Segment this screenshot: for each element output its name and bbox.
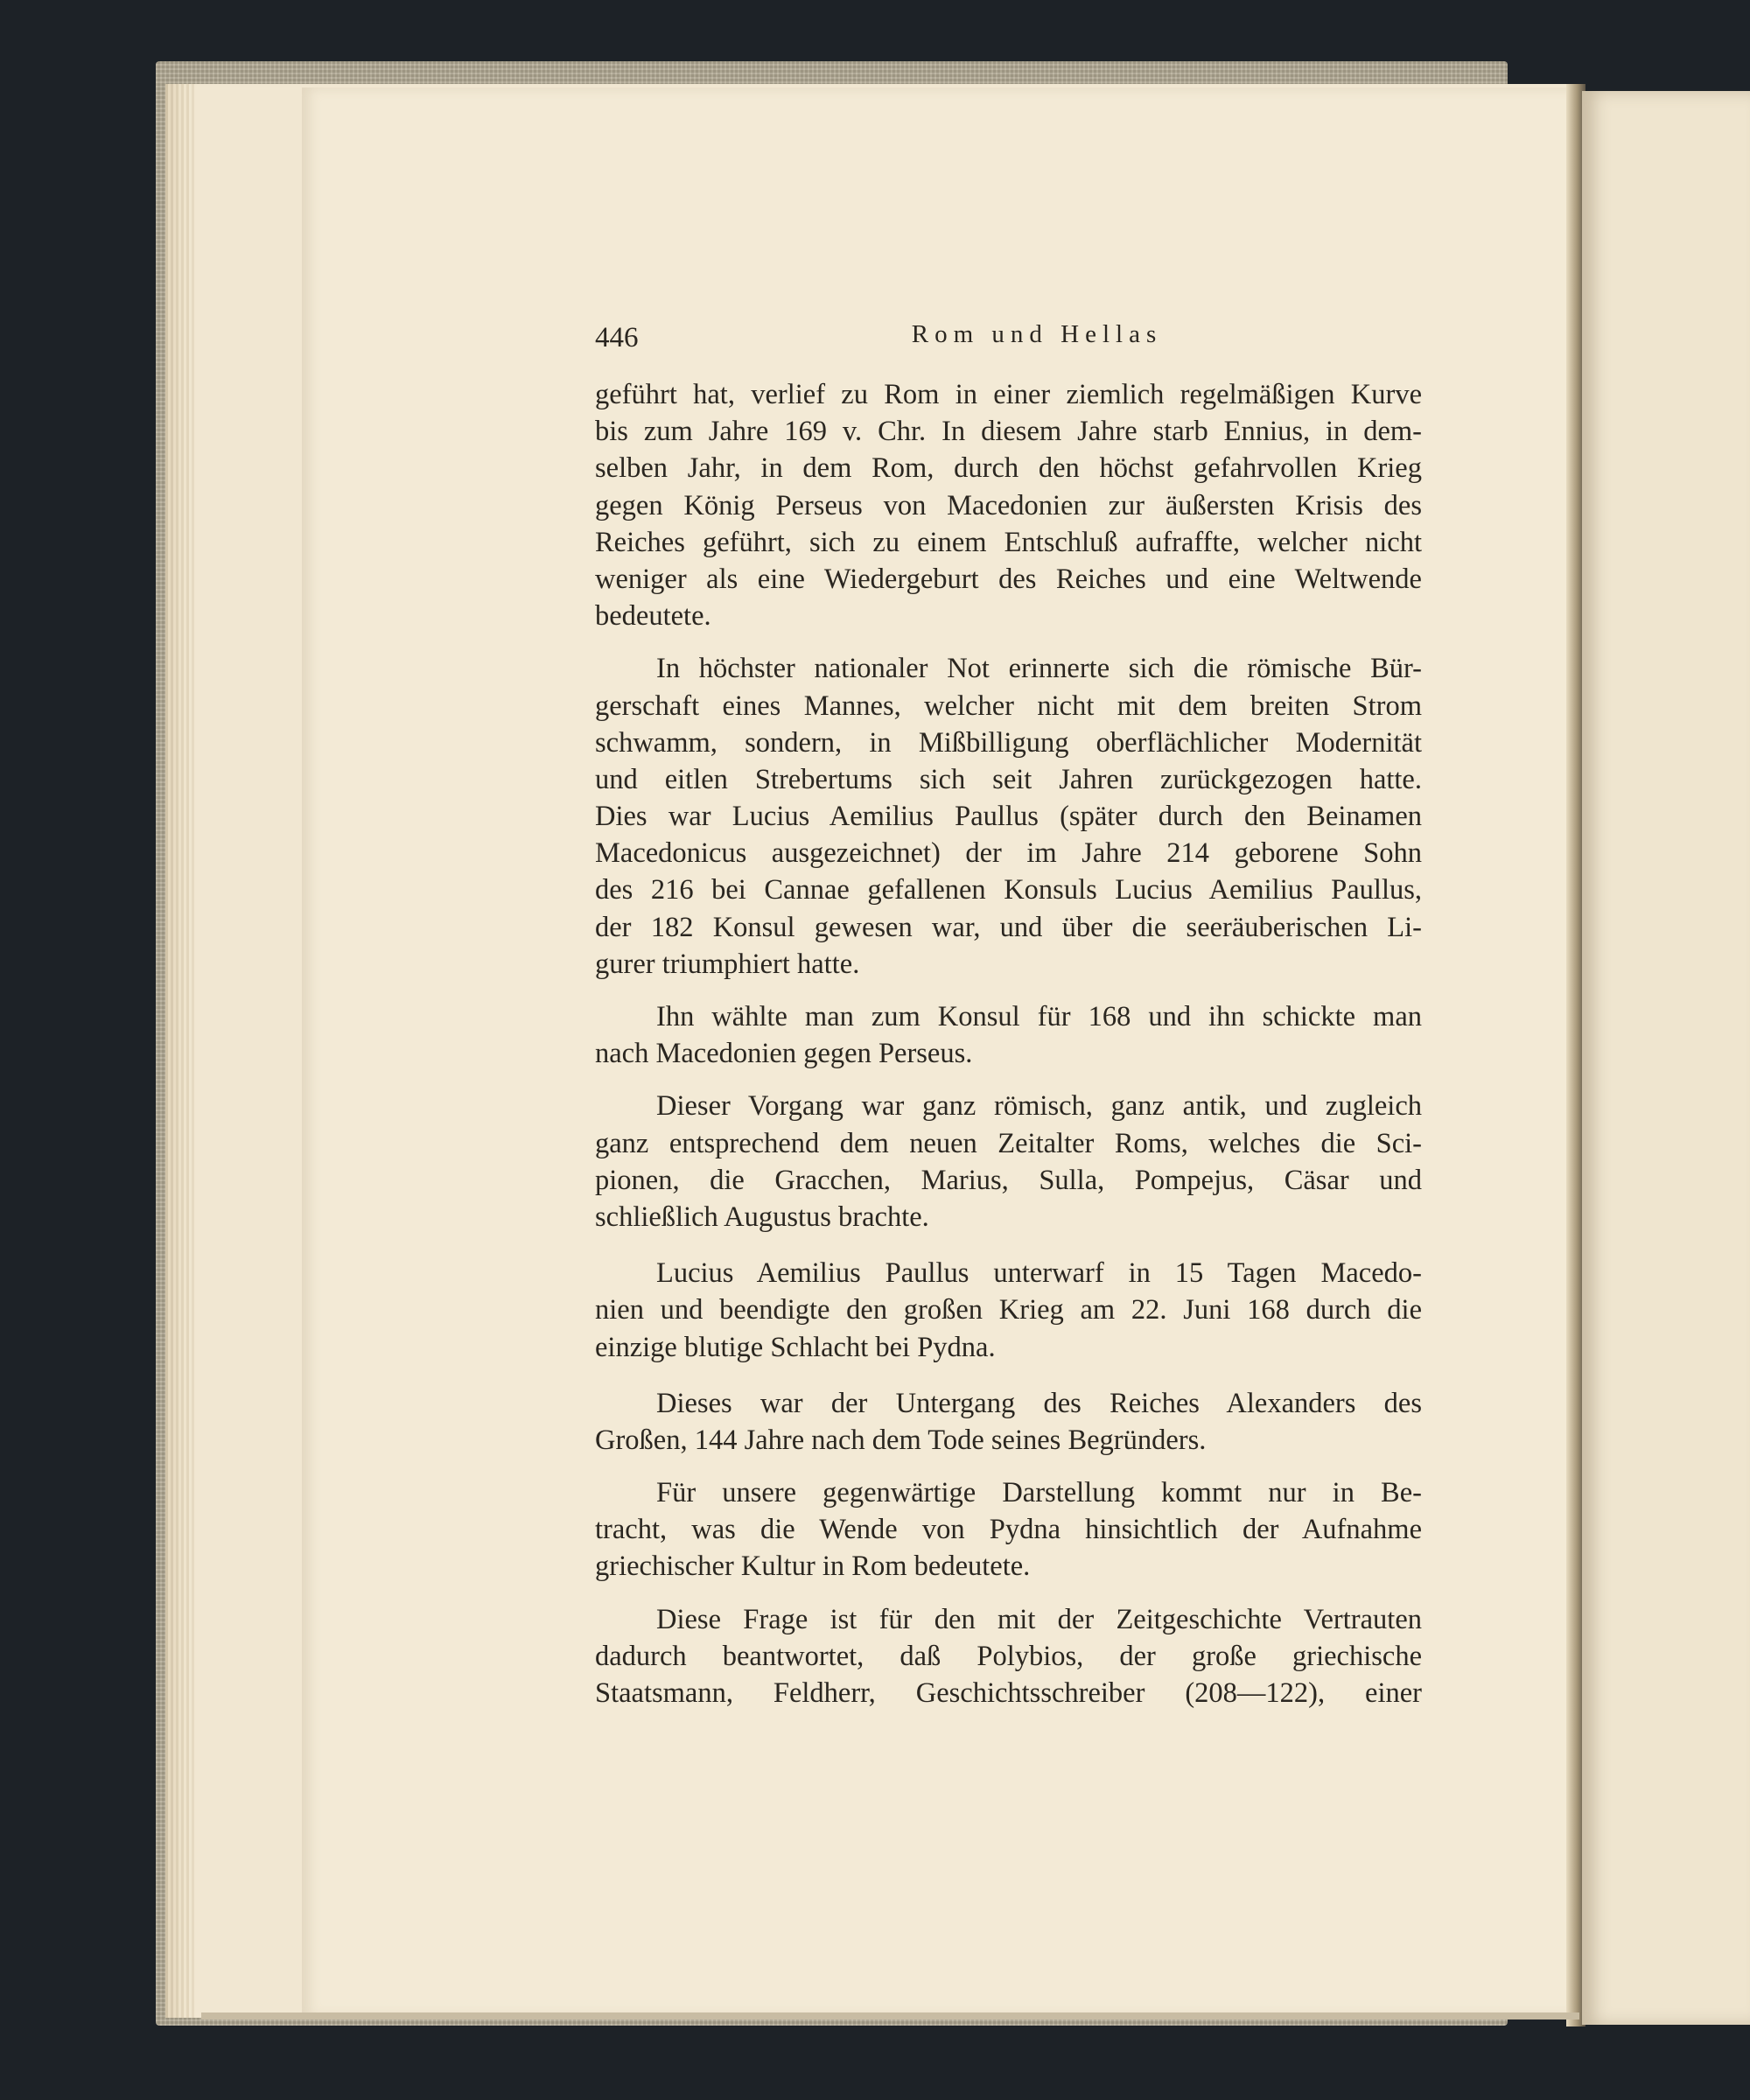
text-line: Staatsmann, Feldherr, Geschichtsschreiber (208—122), einer [595, 1677, 1422, 1709]
text-line: schwamm, sondern, in Mißbilligung oberflächlicher Modernität [595, 726, 1422, 759]
page-header [595, 320, 1435, 373]
text-line: und eitlen Strebertums sich seit Jahren zurückgezogen hatte. [595, 763, 1422, 795]
text-line: Großen, 144 Jahre nach dem Tode seines Begründers. [595, 1424, 1207, 1456]
paragraph-gap [595, 1586, 1422, 1601]
text-line: gegen König Perseus von Macedonien zur äußersten Krisis des [595, 489, 1422, 522]
text-line: nach Macedonien gegen Perseus. [595, 1038, 973, 1070]
text-line: Ihn wählte man zum Konsul für 168 und ihn schickte man [656, 1001, 1422, 1032]
facing-page-edge [1582, 91, 1750, 2025]
text-line: Für unsere gegenwärtige Darstellung kommt nur in Be- [656, 1477, 1422, 1509]
text-line: weniger als eine Wiedergeburt des Reiches und eine Weltwende [595, 563, 1422, 595]
text-line: Dieses war der Untergang des Reiches Alexanders des [656, 1387, 1422, 1419]
paragraph-gap [595, 1072, 1422, 1088]
paragraph-gap [595, 1459, 1422, 1474]
page-bottom-edge [201, 2012, 1579, 2020]
text-line: bedeutete. [595, 600, 711, 633]
text-line: schließlich Augustus brachte. [595, 1200, 929, 1233]
text-line: Reiches geführt, sich zu einem Entschluß aufraffte, welcher nicht [595, 526, 1422, 558]
text-line: Macedonicus ausgezeichnet) der im Jahre 214 geborene Sohn [595, 837, 1422, 870]
text-line: dadurch beantwortet, daß Polybios, der große griechische [595, 1640, 1422, 1672]
text-line: ganz entsprechend dem neuen Zeitalter Roms, welches die Sci- [595, 1127, 1422, 1159]
text-line: gerschaft eines Mannes, welcher nicht mit dem breiten Strom [595, 690, 1422, 722]
text-line: Diese Frage ist für den mit der Zeitgeschichte Vertrauten [656, 1603, 1422, 1635]
text-line: der 182 Konsul gewesen war, und über die seeräuberischen Li- [595, 911, 1422, 943]
text-line: bis zum Jahre 169 v. Chr. In diesem Jahre starb Ennius, in dem- [595, 416, 1422, 448]
text-line: nien und beendigte den großen Krieg am 22. Juni 168 durch die [595, 1294, 1422, 1326]
paragraph-gap [595, 1236, 1422, 1255]
text-line: Lucius Aemilius Paullus unterwarf in 15 Tagen Macedo- [656, 1257, 1422, 1290]
body-text [595, 376, 1422, 1712]
page-number: 446 [595, 322, 639, 354]
text-line: des 216 bei Cannae gefallenen Konsuls Lucius Aemilius Paullus, [595, 874, 1422, 906]
paragraph-gap [595, 1366, 1422, 1385]
paragraph-gap [595, 983, 1422, 998]
text-line: Dies war Lucius Aemilius Paullus (später durch den Beinamen [595, 801, 1422, 833]
text-line: griechischer Kultur in Rom bedeutete. [595, 1550, 1031, 1583]
text-line: Dieser Vorgang war ganz römisch, ganz antik, und zugleich [656, 1090, 1422, 1123]
text-line: selben Jahr, in dem Rom, durch den höchst gefahrvollen Krieg [595, 452, 1422, 485]
running-head: Rom und Hellas [911, 320, 1163, 348]
text-line: einzige blutige Schlacht bei Pydna. [595, 1331, 996, 1363]
text-line: geführt hat, verlief zu Rom in einer ziemlich regelmäßigen Kurve [595, 379, 1422, 410]
text-line: gurer triumphiert hatte. [595, 948, 860, 980]
paragraph-gap [595, 634, 1422, 650]
text-line: In höchster nationaler Not erinnerte sich die römische Bür- [656, 653, 1422, 685]
text-line: tracht, was die Wende von Pydna hinsichtlich der Aufnahme [595, 1514, 1422, 1546]
text-line: pionen, die Gracchen, Marius, Sulla, Pompejus, Cäsar und [595, 1164, 1422, 1196]
